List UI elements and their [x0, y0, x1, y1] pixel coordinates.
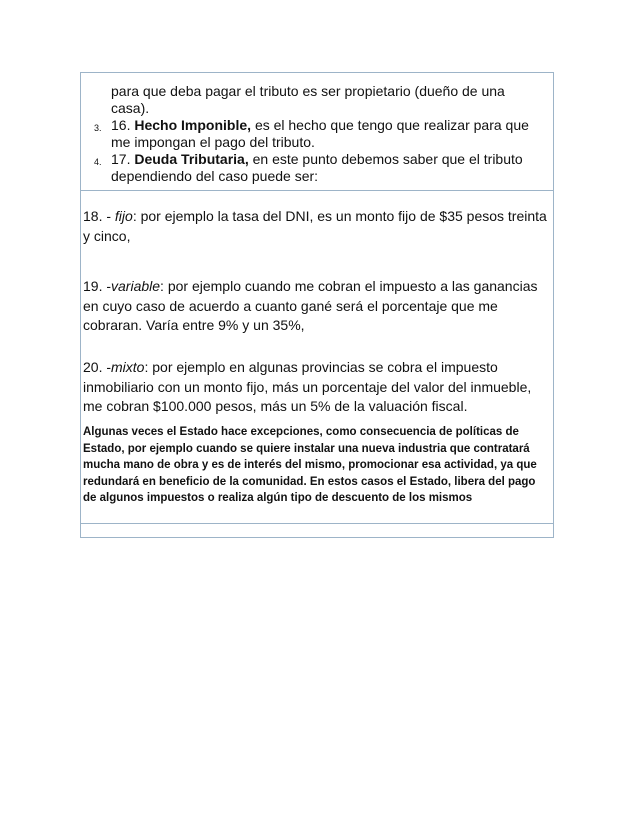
paragraph-19-prefix: 19. -	[83, 278, 112, 294]
paragraph-19-term: variable	[111, 278, 161, 294]
row-divider	[81, 190, 553, 191]
row-divider	[81, 523, 553, 524]
list-item-4-body: en este punto debemos saber que el tributo dependiendo del caso puede ser:	[111, 151, 523, 184]
list-continuation-text: para que deba pagar el tributo es ser propietario (dueño de una casa).	[111, 83, 505, 116]
list-item-4-text	[111, 151, 537, 185]
list-item-4-term: Deuda Tributaria,	[134, 151, 249, 167]
paragraph-18-prefix: 18. -	[83, 208, 112, 224]
list-marker-3: 3.	[94, 123, 102, 133]
paragraph-19	[83, 277, 551, 336]
paragraph-18-term: fijo	[114, 208, 133, 224]
content-table	[80, 72, 554, 538]
paragraph-20-prefix: 20. -	[83, 359, 112, 375]
paragraph-18-body: : por ejemplo la tasa del DNI, es un monto fijo de $35 pesos treinta y cinco,	[83, 208, 547, 244]
paragraph-20	[83, 358, 551, 417]
paragraph-20-body: : por ejemplo en algunas provincias se cobra el impuesto inmobiliario con un monto fijo, más un porcentaje del valor del inmueble, me cobran $100.000 pesos, más un 5% de la valuación fiscal.	[83, 359, 532, 414]
paragraph-19-body: : por ejemplo cuando me cobran el impuesto a las ganancias en cuyo caso de acuerdo a cuanto gané será el porcentaje que me cobraran. Varía entre 9% y un 35%,	[83, 278, 538, 333]
paragraph-20-term: mixto	[111, 359, 145, 375]
list-marker-4: 4.	[94, 157, 102, 167]
list-item-3-text	[111, 117, 537, 151]
list-item-3-term: Hecho Imponible,	[134, 117, 252, 133]
list-item-3-prefix: 16.	[111, 117, 131, 133]
list-item-3-body: es el hecho que tengo que realizar para que me impongan el pago del tributo.	[111, 117, 529, 150]
exceptions-note: Algunas veces el Estado hace excepciones, como consecuencia de políticas de Estado, por ejemplo cuando se quiere instalar una nueva industria que contratará mucha mano de obra y es de interés del mismo, promocionar esa actividad, ya que redundará en beneficio de la comunidad. En estos casos el Estado, libera del pago de algunos impuestos o realiza algún tipo de descuento de los mismos	[83, 426, 537, 504]
list-item-4-prefix: 17.	[111, 151, 131, 167]
paragraph-18	[83, 207, 551, 246]
